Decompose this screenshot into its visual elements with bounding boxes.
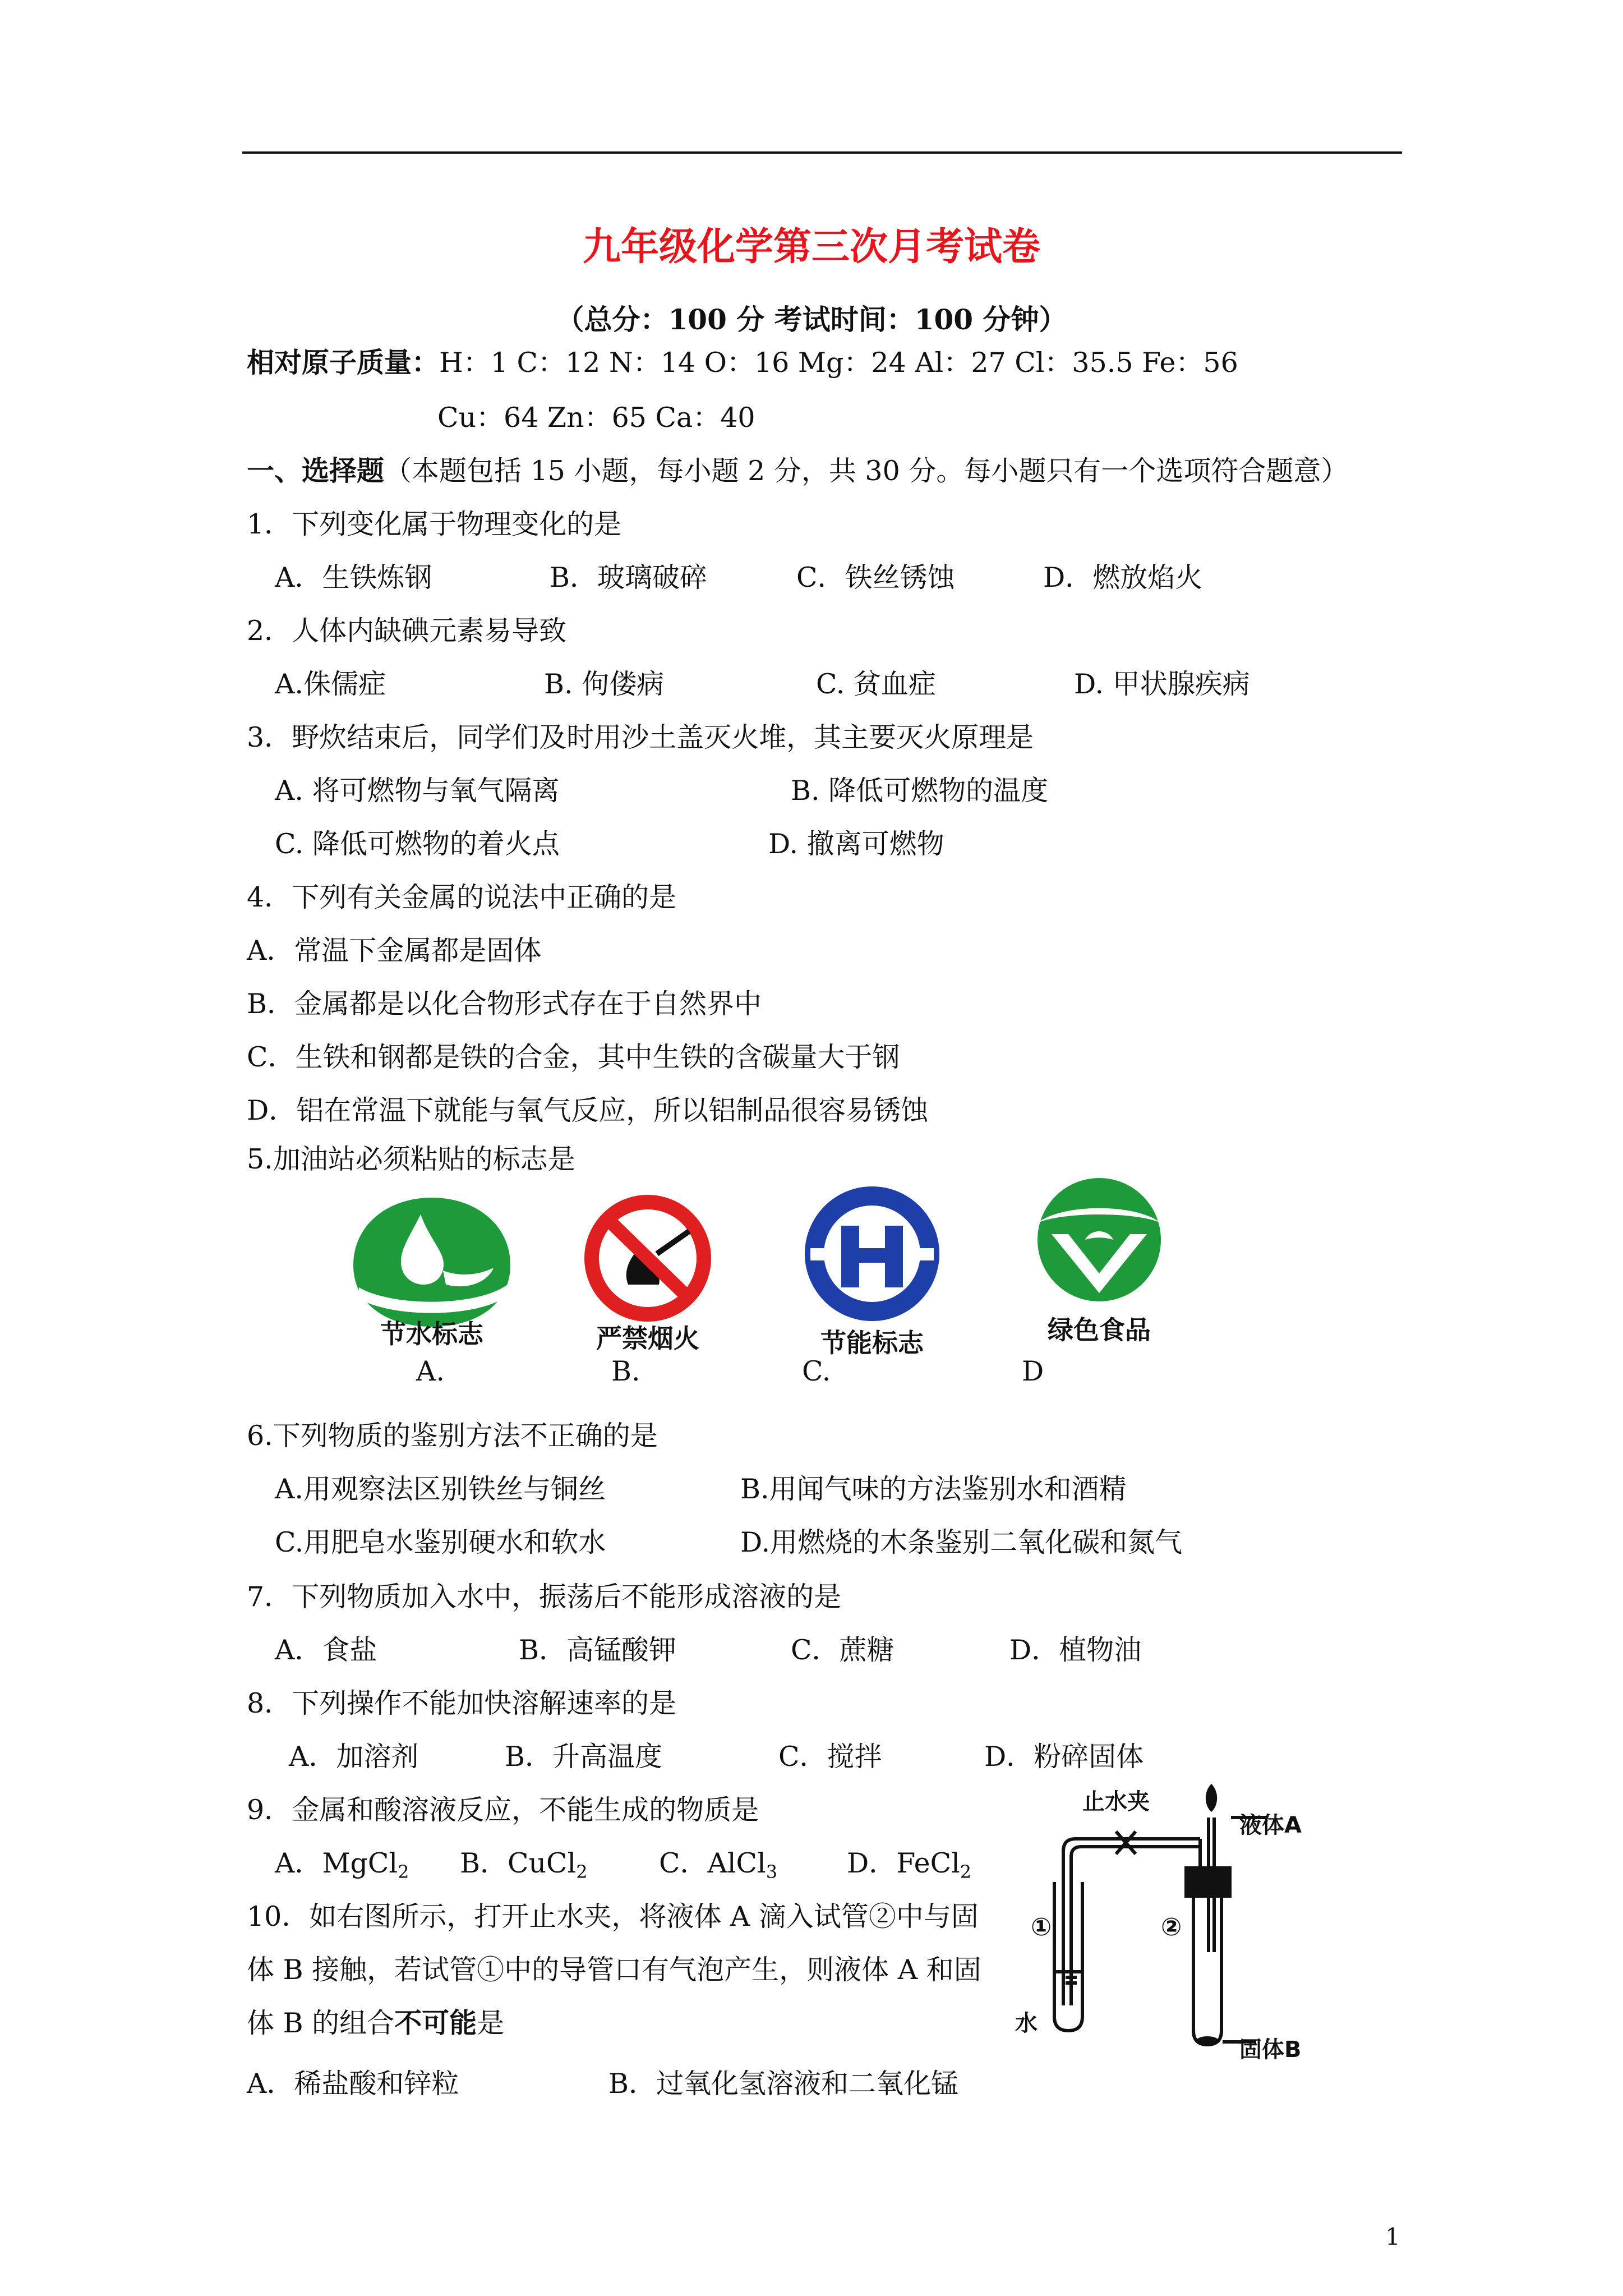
atomic-mass-line2: Cu：64 Zn：65 Ca：40 [437,402,755,434]
q5-option-a: A. [416,1355,445,1387]
q10-option-a: A．稀盐酸和锌粒 [247,2068,459,2100]
q2-option-b: B. 佝偻病 [544,668,665,700]
solid-b-label: 固体B [1239,2037,1302,2063]
q9-option-c: C．AlCl$_3$ [659,1847,778,1883]
green-sign-label: 绿色食品 [1048,1315,1151,1345]
q4-option-c: C．生铁和钢都是铁的合金，其中生铁的含碳量大于钢 [247,1041,900,1073]
q3-option-a: A. 将可燃物与氧气隔离 [275,775,560,807]
q9-option-a: A．MgCl$_2$ [275,1847,409,1883]
q8-stem: 8．下列操作不能加快溶解速率的是 [247,1687,677,1719]
q5-option-c: C. [802,1355,831,1387]
q10-line3: 体 B 的组合不可能是 [247,2007,505,2039]
q2-option-c: C. 贫血症 [816,668,936,700]
q6-option-b: B.用闻气味的方法鉴别水和酒精 [740,1473,1127,1505]
q6-option-c: C.用肥皂水鉴别硬水和软水 [275,1526,606,1558]
exam-title: 九年级化学第三次月考试卷 [582,224,1040,269]
q6-option-d: D.用燃烧的木条鉴别二氧化碳和氮气 [740,1526,1183,1558]
q3-option-c: C. 降低可燃物的着火点 [275,828,560,860]
water-sign-label: 节水标志 [380,1319,483,1349]
header-rule [242,151,1402,154]
q5-option-d: D [1022,1355,1044,1387]
q7-option-a: A．食盐 [275,1634,377,1666]
q10-line1: 10．如右图所示，打开止水夹，将液体 A 滴入试管②中与固 [247,1901,979,1932]
fire-sign-label: 严禁烟火 [596,1323,699,1354]
exam-subtitle: （总分：100 分 考试时间：100 分钟） [556,303,1067,336]
q1-option-b: B．玻璃破碎 [550,562,708,593]
q7-option-b: B．高锰酸钾 [519,1634,677,1666]
no-fire-icon [569,1192,726,1327]
q4-option-a: A．常温下金属都是固体 [247,935,542,967]
q9-stem: 9．金属和酸溶液反应，不能生成的物质是 [247,1794,759,1826]
q10-line2: 体 B 接触，若试管①中的导管口有气泡产生，则液体 A 和固 [247,1954,981,1986]
q2-option-a: A.侏儒症 [275,668,386,700]
q8-option-a: A．加溶剂 [289,1741,419,1773]
q10-option-b: B．过氧化氢溶液和二氧化锰 [608,2068,959,2100]
q1-stem: 1．下列变化属于物理变化的是 [247,508,622,540]
q3-option-d: D. 撤离可燃物 [768,828,944,860]
q5-stem: 5.加油站必须粘贴的标志是 [247,1143,575,1175]
q8-option-b: B．升高温度 [505,1741,663,1773]
q6-option-a: A.用观察法区别铁丝与铜丝 [275,1473,606,1505]
energy-sign-label: 节能标志 [820,1328,924,1358]
energy-saving-icon [788,1181,956,1332]
q1-option-a: A．生铁炼钢 [275,562,432,593]
green-food-sign [1018,1172,1181,1318]
q7-option-d: D．植物油 [1009,1634,1142,1666]
atomic-mass-label: 相对原子质量： [247,346,440,379]
q1-option-c: C．铁丝锈蚀 [796,562,955,593]
green-food-icon [1018,1172,1181,1318]
q9-option-b: B．CuCl$_2$ [460,1847,588,1883]
q5-option-b: B. [611,1355,640,1387]
page-number: 1 [1385,2223,1400,2251]
q4-option-b: B．金属都是以化合物形式存在于自然界中 [247,988,762,1020]
section-heading: 一、选择题（本题包括 15 小题，每小题 2 分，共 30 分。每小题只有一个选项符合题意） [247,454,1349,487]
q9-option-d: D．FeCl$_2$ [847,1847,972,1883]
clamp-label: 止水夹 [1082,1789,1150,1815]
q8-option-d: D．粉碎固体 [984,1741,1144,1773]
q6-stem: 6.下列物质的鉴别方法不正确的是 [247,1420,658,1452]
q3-stem: 3．野炊结束后，同学们及时用沙土盖灭火堆，其主要灭火原理是 [247,721,1034,753]
apparatus-diagram [1015,1784,1329,2063]
q4-option-d: D．铝在常温下就能与氧气反应，所以铝制品很容易锈蚀 [247,1094,929,1126]
q3-option-b: B. 降低可燃物的温度 [791,775,1049,807]
q4-stem: 4．下列有关金属的说法中正确的是 [247,881,677,913]
q1-option-d: D．燃放焰火 [1043,562,1203,593]
q2-option-d: D. 甲状腺疾病 [1074,668,1250,700]
q7-stem: 7．下列物质加入水中，振荡后不能形成溶液的是 [247,1581,842,1613]
energy-saving-sign [788,1181,956,1332]
tube2-label: ② [1161,1913,1182,1941]
q2-stem: 2．人体内缺碘元素易导致 [247,615,567,647]
water-label: 水 [1015,2010,1038,2036]
liquid-a-label: 液体A [1239,1812,1302,1838]
tube1-label: ① [1031,1913,1052,1941]
no-fire-sign [569,1192,726,1327]
q7-option-c: C．蔗糖 [791,1634,895,1666]
q8-option-c: C．搅拌 [778,1741,882,1773]
atomic-mass-line1 [247,346,1238,379]
atomic-mass-values: H：1 C：12 N：14 O：16 Mg：24 Al：27 Cl：35.5 Fe：56 [439,347,1238,379]
